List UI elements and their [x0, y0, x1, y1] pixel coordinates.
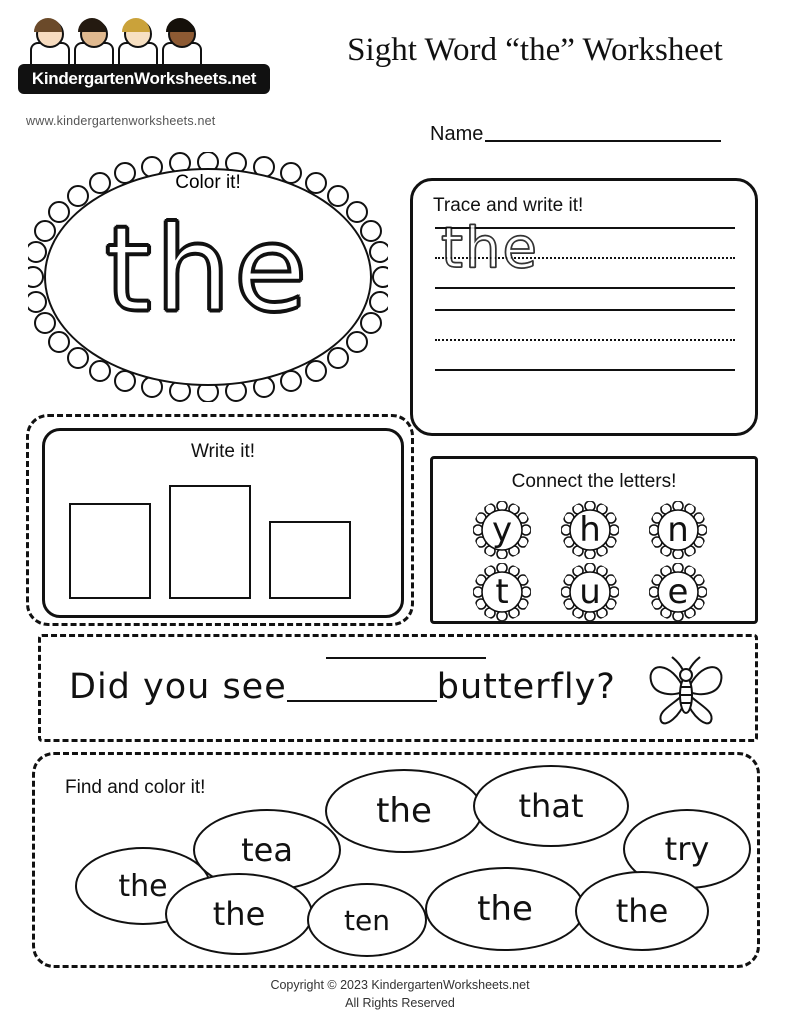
kid-figure-1 — [28, 20, 68, 62]
page-header — [0, 0, 800, 145]
letter-text: e — [667, 572, 689, 612]
write-it-section — [26, 414, 414, 626]
copyright-line: Copyright © 2023 KindergartenWorksheets.net — [270, 978, 530, 992]
word-oval[interactable]: the — [325, 769, 483, 853]
name-label: Name — [430, 123, 484, 145]
letter-bubble-y[interactable] — [473, 501, 531, 559]
letter-text: t — [495, 572, 509, 612]
page-footer — [0, 976, 800, 1012]
letter-bubble-u[interactable] — [561, 563, 619, 621]
letter-text: h — [579, 510, 601, 550]
site-url: www.kindergartenworksheets.net — [26, 114, 216, 128]
letter-bubble-e[interactable] — [649, 563, 707, 621]
sentence-after-text: butterfly? — [436, 667, 616, 707]
trace-write-title: Trace and write it! — [433, 195, 584, 216]
connect-letters-title: Connect the letters! — [511, 471, 677, 492]
word-oval[interactable]: the — [165, 873, 313, 955]
site-logo[interactable] — [18, 16, 274, 94]
rights-line: All Rights Reserved — [345, 996, 455, 1010]
line-group-1 — [435, 216, 735, 289]
letter-bubble-t[interactable] — [473, 563, 531, 621]
sentence-section — [38, 634, 758, 742]
connect-letters-section — [430, 456, 758, 624]
letter-bubble-grid — [451, 501, 743, 621]
word-oval[interactable]: try — [623, 809, 751, 889]
kid-figure-3 — [116, 20, 156, 62]
line-group-2[interactable] — [435, 309, 735, 371]
sentence-before-text: Did you see — [69, 667, 287, 707]
find-and-color-section — [32, 752, 760, 968]
logo-wordmark — [18, 64, 270, 94]
trace-and-write-section — [410, 178, 758, 436]
page-title: Sight Word “the” Worksheet — [347, 32, 723, 68]
logo-text-kindergarten: Kindergarten — [31, 69, 135, 88]
handwriting-lines — [435, 216, 735, 427]
word-oval[interactable]: tea — [193, 809, 341, 891]
logo-text-worksheets: Worksheets — [134, 69, 228, 88]
sentence-text — [69, 667, 616, 707]
line-mid-dotted-2 — [435, 339, 735, 341]
sentence-answer-line[interactable] — [326, 657, 486, 659]
letter-text: n — [667, 510, 689, 550]
color-it-word[interactable]: the — [105, 200, 311, 338]
write-it-boxes — [69, 479, 379, 609]
write-box-3[interactable] — [269, 521, 351, 599]
letter-bubble-n[interactable] — [649, 501, 707, 559]
kids-illustration — [24, 16, 264, 62]
color-it-section — [28, 152, 388, 402]
letter-text: u — [579, 572, 601, 612]
line-bottom-2 — [435, 369, 735, 371]
name-field-row — [430, 122, 760, 150]
color-it-title: Color it! — [175, 172, 241, 193]
word-oval[interactable]: that — [473, 765, 629, 847]
letter-bubble-h[interactable] — [561, 501, 619, 559]
word-oval[interactable]: the — [425, 867, 585, 951]
name-input-line[interactable] — [485, 122, 721, 142]
word-oval[interactable]: ten — [307, 883, 427, 957]
line-bottom-1 — [435, 287, 735, 289]
find-color-title: Find and color it! — [65, 777, 206, 798]
kid-figure-4 — [160, 20, 200, 62]
word-oval[interactable]: the — [575, 871, 709, 951]
write-it-title: Write it! — [190, 441, 256, 462]
logo-text-tld: .net — [227, 69, 257, 88]
write-box-1[interactable] — [69, 503, 151, 599]
word-oval-group — [35, 755, 763, 971]
letter-text: y — [491, 510, 513, 550]
trace-word-sample[interactable]: the — [441, 216, 539, 281]
write-box-2[interactable] — [169, 485, 251, 599]
butterfly-icon — [641, 653, 731, 729]
sentence-blank[interactable] — [287, 672, 437, 702]
word-oval[interactable]: the — [75, 847, 211, 925]
line-top-2 — [435, 309, 735, 311]
kid-figure-2 — [72, 20, 112, 62]
